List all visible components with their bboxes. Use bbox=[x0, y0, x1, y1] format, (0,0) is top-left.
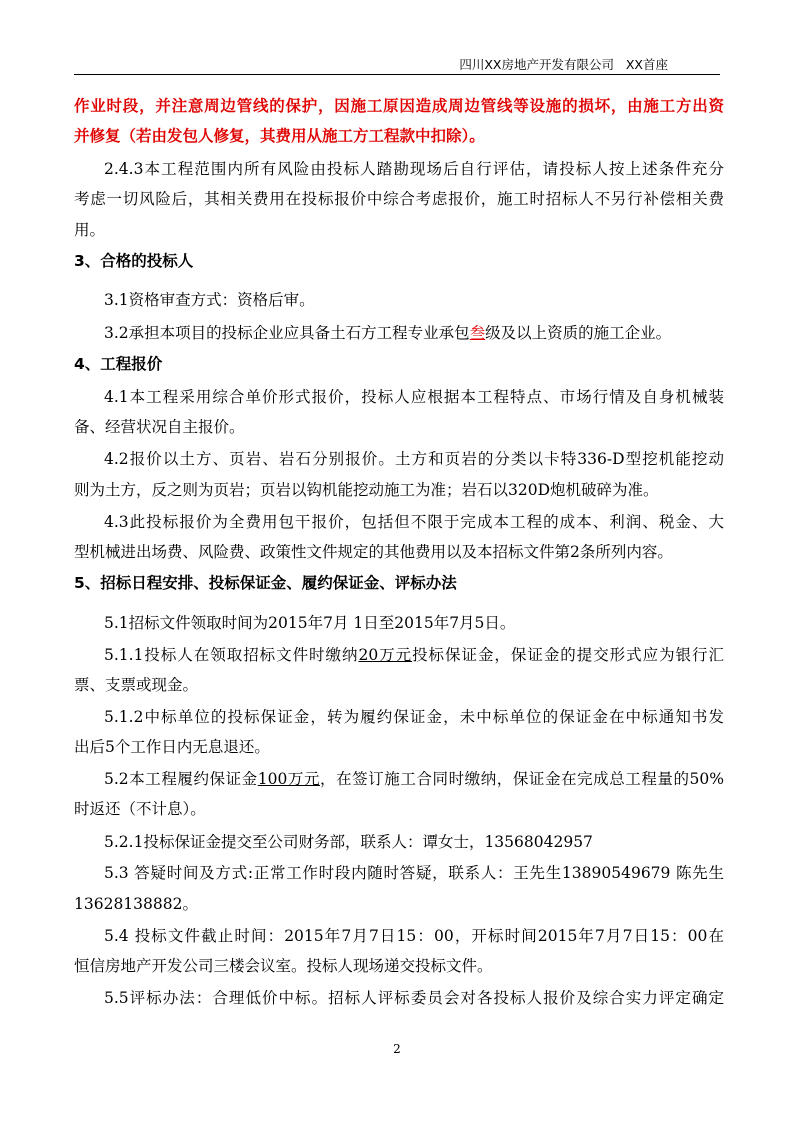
body-line: 恒信房地产开发公司三楼会议室。投标人现场递交投标文件。 bbox=[74, 957, 493, 975]
body-line: 时返还（不计息）。 bbox=[74, 800, 206, 818]
body-line: 4.2报价以土方、页岩、岩石分别报价。土方和页岩的分类以卡特336-D型挖机能挖动 bbox=[104, 450, 724, 468]
body-line: 4.1本工程采用综合单价形式报价，投标人应根据本工程特点、市场行情及自身机械装 bbox=[104, 388, 724, 406]
body-line: 5.5评标办法：合理低价中标。招标人评标委员会对各投标人报价及综合实力评定确定 bbox=[104, 989, 724, 1007]
underlined-amount: 20万元 bbox=[358, 646, 413, 664]
text-run: ，在签订施工合同时缴纳，保证金在完成总工程量的50% bbox=[320, 770, 725, 788]
body-line: 13628138882。 bbox=[74, 895, 198, 913]
text-run: 3.2承担本项目的投标企业应具备土石方工程专业承包 bbox=[104, 324, 470, 342]
page-number: 2 bbox=[393, 1042, 401, 1056]
text-run: 5.1.1投标人在领取招标文件时缴纳 bbox=[104, 646, 359, 664]
body-line: 2.4.3本工程范围内所有风险由投标人踏勘现场后自行评估，请投标人按上述条件充分 bbox=[104, 160, 724, 178]
text-run: 级及以上资质的施工企业。 bbox=[485, 324, 672, 342]
body-line: 并修复（若由发包人修复，其费用从施工方工程款中扣除）。 bbox=[74, 126, 485, 145]
header-text: 四川XX房地产开发有限公司 XX首座 bbox=[459, 57, 668, 72]
text-run: 5.2本工程履约保证金 bbox=[104, 770, 258, 788]
body-line: 出后5个工作日内无息退还。 bbox=[74, 738, 270, 756]
body-line: 备、经营状况自主报价。 bbox=[74, 418, 245, 436]
body-line: 5.1.2中标单位的投标保证金，转为履约保证金，未中标单位的保证金在中标通知书发 bbox=[104, 708, 724, 726]
section-heading: 5、招标日程安排、投标保证金、履约保证金、评标办法 bbox=[74, 574, 457, 592]
body-line: 5.2.1投标保证金提交至公司财务部，联系人：谭女士，13568042957 bbox=[104, 833, 593, 851]
body-line: 考虑一切风险后，其相关费用在投标报价中综合考虑报价，施工时招标人不另行补偿相关费 bbox=[74, 190, 724, 208]
body-line bbox=[104, 320, 724, 346]
text-run: 投标保证金，保证金的提交形式应为银行汇 bbox=[412, 646, 724, 664]
underlined-amount: 100万元 bbox=[257, 770, 321, 788]
body-line: 作业时段，并注意周边管线的保护，因施工原因造成周边管线等设施的损坏，由施工方出资 bbox=[74, 96, 724, 115]
body-line: 3.1资格审查方式：资格后审。 bbox=[104, 291, 315, 309]
body-line: 5.3 答疑时间及方式:正常工作时段内随时答疑，联系人：王先生13890549679 陈先生 bbox=[104, 864, 724, 882]
body-line: 型机械进出场费、风险费、政策性文件规定的其他费用以及本招标文件第2条所列内容。 bbox=[74, 543, 673, 561]
body-line bbox=[104, 766, 724, 792]
body-line: 票、支票或现金。 bbox=[74, 676, 199, 694]
section-heading: 4、工程报价 bbox=[74, 355, 163, 373]
page-header bbox=[74, 54, 720, 75]
body-line: 4.3此投标报价为全费用包干报价，包括但不限于完成本工程的成本、利润、税金、大 bbox=[104, 513, 724, 531]
body-line bbox=[104, 642, 724, 668]
body-line: 5.1招标文件领取时间为2015年7月 1日至2015年7月5日。 bbox=[104, 614, 516, 632]
section-heading: 3、合格的投标人 bbox=[74, 252, 194, 270]
body-line: 用。 bbox=[74, 221, 106, 239]
body-line: 则为土方，反之则为页岩；页岩以钩机能挖动施工为准；岩石以320D炮机破碎为准。 bbox=[74, 481, 659, 499]
highlighted-text: 叁 bbox=[469, 324, 486, 342]
body-line: 5.4 投标文件截止时间：2015年7月7日15：00，开标时间2015年7月7日15：00在 bbox=[104, 927, 724, 945]
